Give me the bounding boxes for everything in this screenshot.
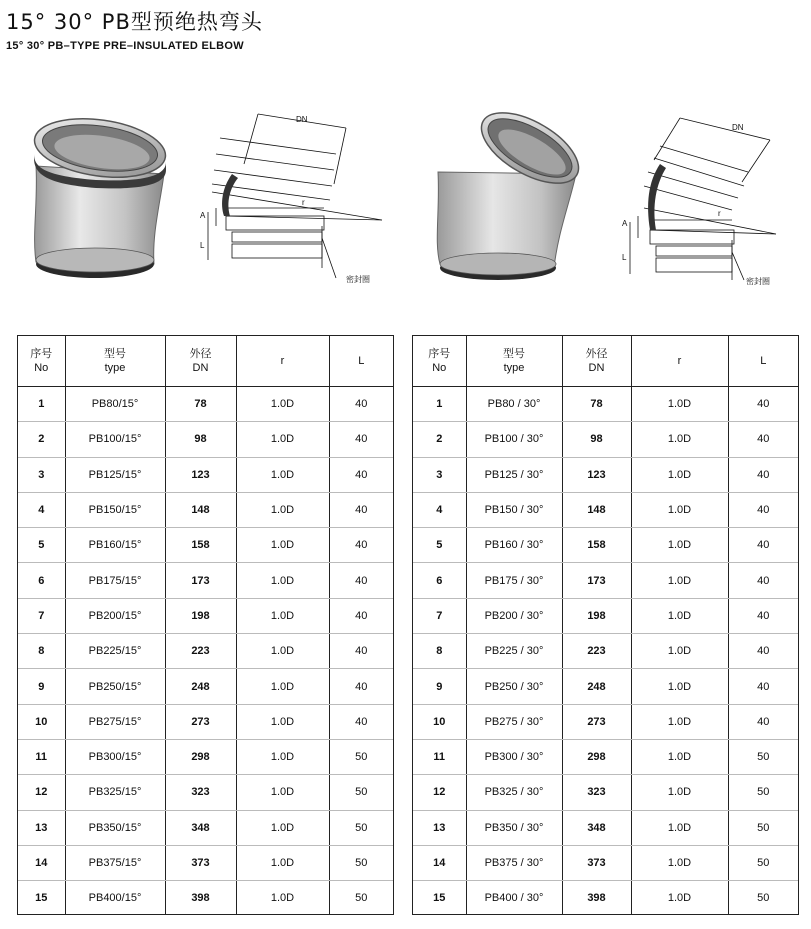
col-type: [65, 335, 165, 387]
l-cell: 50: [728, 739, 798, 774]
type-cell: PB125 / 30°: [466, 457, 562, 492]
l-cell: 50: [329, 845, 393, 880]
col-no-cn: 序号: [428, 347, 451, 360]
col-type-en: type: [503, 361, 525, 374]
r-cell: 1.0D: [236, 669, 329, 704]
table-row: [413, 563, 798, 598]
l-cell: 50: [329, 739, 393, 774]
no-cell: 4: [413, 492, 466, 527]
r-cell: 1.0D: [631, 845, 728, 880]
diag-15-l-label: L: [200, 241, 205, 250]
table-row: [18, 422, 393, 457]
dn-cell: 373: [562, 845, 631, 880]
dn-cell: 323: [165, 775, 236, 810]
type-cell: PB400/15°: [65, 881, 165, 916]
col-dn: [165, 335, 236, 387]
type-cell: PB225 / 30°: [466, 634, 562, 669]
r-cell: 1.0D: [631, 563, 728, 598]
dn-cell: 398: [165, 881, 236, 916]
table-header-row: [413, 335, 798, 387]
no-cell: 2: [18, 422, 65, 457]
elbow-30-diagram: [620, 112, 790, 292]
l-cell: 40: [728, 563, 798, 598]
elbow-15-diagram: [196, 108, 411, 288]
type-cell: PB325 / 30°: [466, 775, 562, 810]
dn-cell: 158: [165, 528, 236, 563]
type-cell: PB125/15°: [65, 457, 165, 492]
col-type-cn: 型号: [503, 347, 525, 360]
dn-cell: 223: [562, 634, 631, 669]
col-type-cn: 型号: [104, 347, 126, 360]
no-cell: 5: [18, 528, 65, 563]
r-cell: 1.0D: [236, 598, 329, 633]
no-cell: 6: [413, 563, 466, 598]
col-l: L: [728, 335, 798, 387]
no-cell: 13: [18, 810, 65, 845]
no-cell: 3: [413, 457, 466, 492]
table-row: [18, 598, 393, 633]
no-cell: 8: [18, 634, 65, 669]
col-dn: [562, 335, 631, 387]
table-row: [18, 775, 393, 810]
no-cell: 11: [18, 739, 65, 774]
col-no-en: No: [432, 361, 447, 374]
r-cell: 1.0D: [236, 457, 329, 492]
r-cell: 1.0D: [631, 739, 728, 774]
l-cell: 40: [728, 457, 798, 492]
r-cell: 1.0D: [631, 669, 728, 704]
diag-15-a-label: A: [200, 211, 206, 220]
no-cell: 7: [18, 598, 65, 633]
type-cell: PB300 / 30°: [466, 739, 562, 774]
r-cell: 1.0D: [631, 634, 728, 669]
no-cell: 14: [18, 845, 65, 880]
table-row: [18, 669, 393, 704]
l-cell: 40: [329, 387, 393, 422]
r-cell: 1.0D: [236, 845, 329, 880]
dn-cell: 248: [165, 669, 236, 704]
table-row: [18, 563, 393, 598]
type-cell: PB80/15°: [65, 387, 165, 422]
diag-15-seal-label: 密封圈: [346, 275, 370, 284]
table-row: [413, 810, 798, 845]
table-row: [18, 881, 393, 916]
col-l: L: [329, 335, 393, 387]
col-dn-cn: 外径: [585, 347, 608, 360]
r-cell: 1.0D: [236, 492, 329, 527]
type-cell: PB175/15°: [65, 563, 165, 598]
l-cell: 40: [329, 457, 393, 492]
r-cell: 1.0D: [631, 422, 728, 457]
type-cell: PB250 / 30°: [466, 669, 562, 704]
table-header-row: [18, 335, 393, 387]
dn-cell: 173: [562, 563, 631, 598]
r-cell: 1.0D: [631, 387, 728, 422]
r-cell: 1.0D: [631, 492, 728, 527]
l-cell: 40: [728, 387, 798, 422]
table-row: [413, 598, 798, 633]
l-cell: 40: [329, 563, 393, 598]
no-cell: 10: [413, 704, 466, 739]
no-cell: 1: [18, 387, 65, 422]
dn-cell: 273: [165, 704, 236, 739]
type-cell: PB160 / 30°: [466, 528, 562, 563]
table-row: [413, 881, 798, 916]
no-cell: 10: [18, 704, 65, 739]
type-cell: PB325/15°: [65, 775, 165, 810]
l-cell: 40: [728, 492, 798, 527]
no-cell: 3: [18, 457, 65, 492]
page-subtitle: 15° 30° PB–TYPE PRE–INSULATED ELBOW: [6, 40, 244, 52]
type-cell: PB100/15°: [65, 422, 165, 457]
table-row: [413, 387, 798, 422]
dn-cell: 148: [562, 492, 631, 527]
no-cell: 12: [413, 775, 466, 810]
l-cell: 50: [329, 775, 393, 810]
l-cell: 40: [728, 422, 798, 457]
r-cell: 1.0D: [631, 810, 728, 845]
type-cell: PB375/15°: [65, 845, 165, 880]
no-cell: 9: [413, 669, 466, 704]
diag-30-dn-label: DN: [732, 123, 744, 132]
dn-cell: 198: [165, 598, 236, 633]
diag-15-dn-label: DN: [296, 115, 308, 124]
table-row: [18, 845, 393, 880]
page-title: 15° 30° PB型预绝热弯头: [6, 10, 263, 34]
no-cell: 9: [18, 669, 65, 704]
table-row: [18, 387, 393, 422]
no-cell: 11: [413, 739, 466, 774]
dn-cell: 198: [562, 598, 631, 633]
dn-cell: 78: [562, 387, 631, 422]
col-type-en: type: [104, 361, 126, 374]
r-cell: 1.0D: [236, 387, 329, 422]
no-cell: 7: [413, 598, 466, 633]
dn-cell: 248: [562, 669, 631, 704]
type-cell: PB200 / 30°: [466, 598, 562, 633]
dn-cell: 173: [165, 563, 236, 598]
dn-cell: 123: [165, 457, 236, 492]
l-cell: 50: [728, 881, 798, 916]
dn-cell: 158: [562, 528, 631, 563]
table-row: [413, 739, 798, 774]
diag-30-l-label: L: [622, 253, 627, 262]
no-cell: 8: [413, 634, 466, 669]
l-cell: 40: [728, 669, 798, 704]
r-cell: 1.0D: [631, 881, 728, 916]
diag-15-r-label: r: [302, 198, 305, 207]
col-no-cn: 序号: [30, 347, 53, 360]
no-cell: 13: [413, 810, 466, 845]
dn-cell: 78: [165, 387, 236, 422]
dn-cell: 323: [562, 775, 631, 810]
dn-cell: 273: [562, 704, 631, 739]
l-cell: 40: [329, 669, 393, 704]
l-cell: 40: [329, 704, 393, 739]
type-cell: PB275/15°: [65, 704, 165, 739]
dn-cell: 348: [562, 810, 631, 845]
col-dn-cn: 外径: [189, 347, 212, 360]
type-cell: PB250/15°: [65, 669, 165, 704]
col-dn-en: DN: [192, 361, 209, 374]
dn-cell: 373: [165, 845, 236, 880]
table-row: [413, 634, 798, 669]
dn-cell: 398: [562, 881, 631, 916]
elbow-15-photo: [26, 114, 171, 284]
dn-cell: 298: [562, 739, 631, 774]
l-cell: 40: [728, 704, 798, 739]
elbow-30-photo: [430, 112, 580, 287]
col-r: r: [631, 335, 728, 387]
l-cell: 40: [329, 598, 393, 633]
table-row: [413, 704, 798, 739]
table-row: [413, 845, 798, 880]
type-cell: PB100 / 30°: [466, 422, 562, 457]
no-cell: 12: [18, 775, 65, 810]
type-cell: PB160/15°: [65, 528, 165, 563]
dn-cell: 223: [165, 634, 236, 669]
r-cell: 1.0D: [631, 528, 728, 563]
type-cell: PB400 / 30°: [466, 881, 562, 916]
table-row: [413, 457, 798, 492]
type-cell: PB80 / 30°: [466, 387, 562, 422]
dn-cell: 298: [165, 739, 236, 774]
type-cell: PB150 / 30°: [466, 492, 562, 527]
r-cell: 1.0D: [236, 810, 329, 845]
col-type: [466, 335, 562, 387]
diag-30-a-label: A: [622, 219, 628, 228]
diag-30-seal-label: 密封圈: [746, 277, 770, 286]
no-cell: 2: [413, 422, 466, 457]
type-cell: PB300/15°: [65, 739, 165, 774]
type-cell: PB350/15°: [65, 810, 165, 845]
col-no-en: No: [34, 361, 49, 374]
dn-cell: 148: [165, 492, 236, 527]
no-cell: 15: [35, 892, 48, 905]
table-row: [413, 422, 798, 457]
type-cell: PB275 / 30°: [466, 704, 562, 739]
spec-table-15: [18, 335, 393, 915]
table-row: [413, 492, 798, 527]
type-cell: PB375 / 30°: [466, 845, 562, 880]
diag-30-r-label: r: [718, 209, 721, 218]
table-row: [18, 634, 393, 669]
r-cell: 1.0D: [236, 775, 329, 810]
l-cell: 50: [329, 810, 393, 845]
r-cell: 1.0D: [631, 598, 728, 633]
type-cell: PB200/15°: [65, 598, 165, 633]
r-cell: 1.0D: [631, 704, 728, 739]
col-no: [413, 335, 466, 387]
table-row: [413, 528, 798, 563]
table-row: [413, 775, 798, 810]
l-cell: 50: [728, 810, 798, 845]
r-cell: 1.0D: [236, 563, 329, 598]
col-r: r: [236, 335, 329, 387]
table-row: [413, 669, 798, 704]
l-cell: 50: [329, 881, 393, 916]
no-cell: 5: [413, 528, 466, 563]
r-cell: 1.0D: [631, 775, 728, 810]
table-row: [18, 739, 393, 774]
l-cell: 40: [329, 528, 393, 563]
col-no: [18, 335, 65, 387]
table-row: [18, 457, 393, 492]
dn-cell: 348: [165, 810, 236, 845]
no-cell: 4: [18, 492, 65, 527]
table-row: [18, 492, 393, 527]
l-cell: 40: [728, 528, 798, 563]
no-cell: 15: [433, 892, 446, 905]
r-cell: 1.0D: [236, 528, 329, 563]
no-cell: 14: [413, 845, 466, 880]
l-cell: 40: [728, 598, 798, 633]
r-cell: 1.0D: [236, 422, 329, 457]
l-cell: 40: [329, 634, 393, 669]
table-row: [18, 528, 393, 563]
l-cell: 40: [728, 634, 798, 669]
type-cell: PB175 / 30°: [466, 563, 562, 598]
l-cell: 40: [329, 492, 393, 527]
r-cell: 1.0D: [236, 881, 329, 916]
type-cell: PB350 / 30°: [466, 810, 562, 845]
dn-cell: 98: [165, 422, 236, 457]
r-cell: 1.0D: [236, 634, 329, 669]
type-cell: PB225/15°: [65, 634, 165, 669]
l-cell: 50: [728, 845, 798, 880]
r-cell: 1.0D: [236, 704, 329, 739]
r-cell: 1.0D: [236, 739, 329, 774]
r-cell: 1.0D: [631, 457, 728, 492]
table-row: [18, 810, 393, 845]
l-cell: 50: [728, 775, 798, 810]
no-cell: 1: [413, 387, 466, 422]
type-cell: PB150/15°: [65, 492, 165, 527]
l-cell: 40: [329, 422, 393, 457]
col-dn-en: DN: [588, 361, 605, 374]
dn-cell: 123: [562, 457, 631, 492]
no-cell: 6: [18, 563, 65, 598]
dn-cell: 98: [562, 422, 631, 457]
table-row: [18, 704, 393, 739]
spec-table-30: [413, 335, 798, 915]
